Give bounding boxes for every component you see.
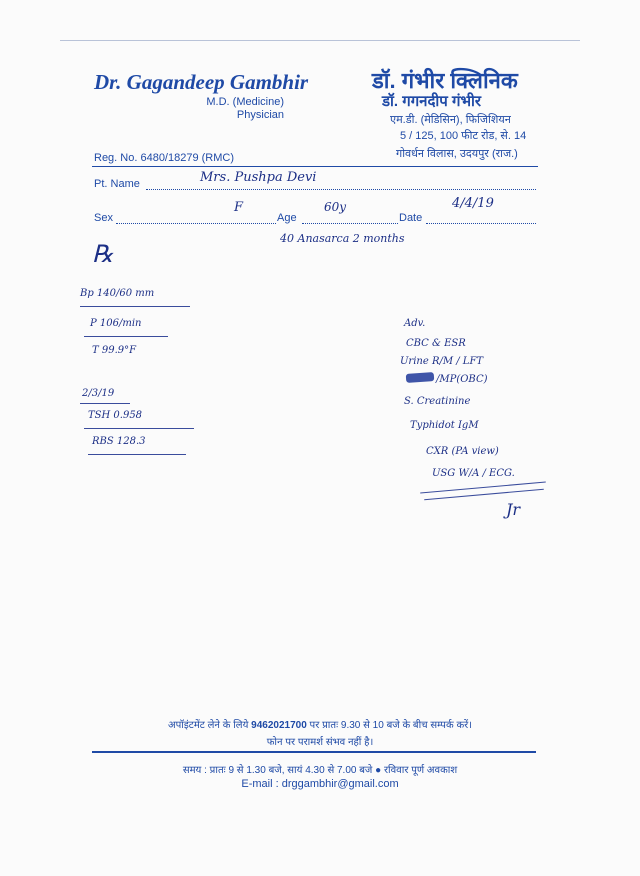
report-underline-3 [88,454,186,455]
vital-pulse: P 106/min [90,318,142,329]
clinic-timings: समय : प्रातः 9 से 1.30 बजे, सायं 4.30 से 7.00 बजे ● रविवार पूर्ण अवकाश [182,765,458,776]
advice-item-4: S. Creatinine [404,396,471,407]
advice-item-5: Typhidot IgM [410,420,479,431]
sex-value: F [234,200,244,215]
top-border [60,40,580,41]
report-underline-1 [80,403,130,404]
doctor-degree [200,96,284,122]
degree-line-2: Physician [236,109,284,121]
date-label: Date [399,212,423,224]
advice-title: Adv. [404,318,426,329]
clinic-phone: 9462021700 [251,720,307,731]
vital-temp: T 99.9°F [92,345,137,356]
appointment-prefix: अपॉइंटमेंट लेने के लिये [167,720,252,731]
doctor-name-english: Dr. Gagandeep Gambhir [94,70,309,94]
vital-underline-2 [84,336,168,337]
date-line [426,223,536,224]
report-rbs: RBS 128.3 [92,436,146,447]
rx-symbol: ℞ [92,240,114,268]
report-underline-2 [84,428,194,429]
advice-item-6: CXR (PA view) [426,446,499,457]
registration-number: Reg. No. 6480/18279 (RMC) [94,152,235,164]
report-tsh: TSH 0.958 [88,410,143,421]
sex-line [116,223,276,224]
vital-bp: Bp 140/60 mm [80,288,155,299]
scribbled-out-text [406,372,435,383]
advice-item-7: USG W/A / ECG. [432,468,515,479]
doctor-name-hindi: डॉ. गगनदीप गंभीर [382,93,482,110]
vital-underline-1 [80,306,190,307]
appointment-note [0,717,640,731]
address-line-1: 5 / 125, 100 फीट रोड, से. 14 [400,130,527,142]
phone-consult-note: फोन पर परामर्श संभव नहीं है। [266,737,374,748]
advice-item-1: CBC & ESR [406,338,466,349]
age-line [302,223,398,224]
advice-item-2: Urine R/M / LFT [400,356,484,367]
pt-name-label: Pt. Name [94,178,140,190]
address-line-2: गोवर्धन विलास, उदयपुर (राज.) [396,148,518,160]
sex-label: Sex [94,212,113,224]
age-value: 60y [324,200,347,214]
clinic-email: E-mail : drggambhir@gmail.com [241,778,399,790]
appointment-suffix: पर प्रातः 9.30 से 10 बजे के बीच सम्पर्क करें। [306,720,473,731]
pt-name-value: Mrs. Pushpa Devi [200,170,317,185]
pt-name-line [146,189,536,190]
degree-line-1: M.D. (Medicine) [206,96,284,108]
doctor-signature: Jr [506,500,521,519]
age-label: Age [277,212,297,224]
clinic-name-hindi: डॉ. गंभीर क्लिनिक [372,68,518,93]
report-date: 2/3/19 [82,388,115,399]
date-value: 4/4/19 [452,196,494,211]
complaint-note: 40 Anasarca 2 months [280,232,405,245]
degree-hindi: एम.डी. (मेडिसिन), फिजिशियन [390,114,511,126]
advice-item-3: /MP(OBC) [436,374,488,385]
header-divider [92,166,538,167]
advice-underline-1 [420,482,546,494]
footer-divider [92,751,536,753]
